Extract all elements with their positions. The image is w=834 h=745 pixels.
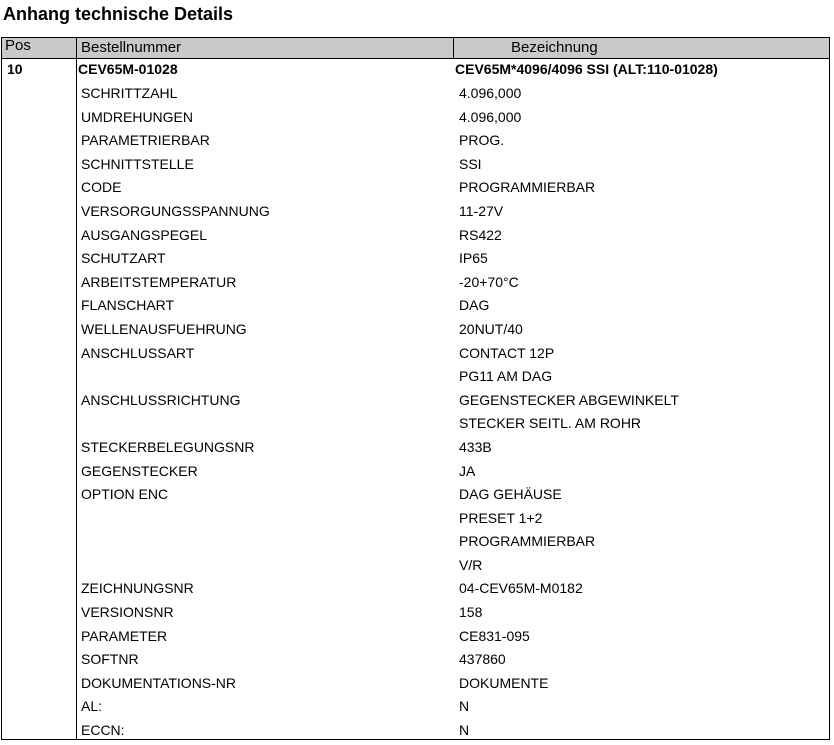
row-value: 433B: [459, 438, 492, 455]
table-row: [2, 389, 829, 413]
item-row: [2, 59, 829, 80]
table-row: [2, 318, 829, 342]
item-bezeichnung: CEV65M*4096/4096 SSI (ALT:110-01028): [455, 61, 718, 77]
table-header: [2, 38, 829, 59]
table-row: [2, 554, 829, 578]
row-label: ZEICHNUNGSNR: [81, 580, 194, 597]
row-label: FLANSCHART: [81, 297, 175, 314]
table-row: [2, 483, 829, 507]
table-row: [2, 648, 829, 672]
row-label: SCHUTZART: [81, 250, 166, 267]
row-label: ANSCHLUSSART: [81, 344, 195, 361]
row-value: CE831-095: [459, 627, 530, 644]
row-label: ANSCHLUSSRICHTUNG: [81, 391, 241, 408]
row-value: 4.096,000: [459, 108, 522, 125]
table-row: [2, 153, 829, 177]
row-value: N: [459, 722, 470, 739]
row-value: GEGENSTECKER ABGEWINKELT: [459, 391, 679, 408]
row-value: DOKUMENTE: [459, 674, 549, 691]
row-label: WELLENAUSFUEHRUNG: [81, 320, 247, 337]
row-label: GEGENSTECKER: [81, 462, 198, 479]
row-value: V/R: [459, 556, 483, 573]
row-label: STECKERBELEGUNGSNR: [81, 438, 255, 455]
table-row: [2, 719, 829, 743]
table-row: [2, 507, 829, 531]
row-label: DOKUMENTATIONS-NR: [81, 674, 237, 691]
row-value: RS422: [459, 226, 502, 243]
row-label: SOFTNR: [81, 651, 139, 668]
row-label: ARBEITSTEMPERATUR: [81, 273, 237, 290]
row-label: SCHRITTZAHL: [81, 85, 178, 101]
row-value: JA: [459, 462, 476, 479]
item-pos: 10: [7, 61, 23, 77]
row-value: PG11 AM DAG: [459, 368, 553, 385]
row-value: 4.096,000: [459, 85, 522, 101]
row-value: N: [459, 698, 470, 715]
row-value: PRESET 1+2: [459, 509, 543, 526]
technical-details-table: [1, 37, 830, 740]
table-row: [2, 672, 829, 696]
row-value: CONTACT 12P: [459, 344, 555, 361]
header-pos: Pos: [5, 37, 31, 54]
table-row: [2, 82, 829, 106]
table-row: [2, 176, 829, 200]
document-title: Anhang technische Details: [3, 4, 234, 24]
row-value: PROGRAMMIERBAR: [459, 533, 596, 550]
table-row: [2, 294, 829, 318]
row-value: SSI: [459, 155, 482, 172]
table-row: [2, 695, 829, 719]
detail-rows: [2, 82, 829, 743]
header-bezeichnung: Bezeichnung: [511, 39, 598, 56]
table-row: [2, 412, 829, 436]
row-value: 11-27V: [459, 202, 504, 219]
row-label: ECCN:: [81, 722, 125, 739]
table-row: [2, 577, 829, 601]
row-label: SCHNITTSTELLE: [81, 155, 194, 172]
table-row: [2, 224, 829, 248]
table-row: [2, 601, 829, 625]
row-label: AUSGANGSPEGEL: [81, 226, 208, 243]
row-label: PARAMETRIERBAR: [81, 132, 210, 149]
row-label: CODE: [81, 179, 122, 196]
row-value: 04-CEV65M-M0182: [459, 580, 583, 597]
row-value: STECKER SEITL. AM ROHR: [459, 415, 642, 432]
table-row: [2, 365, 829, 389]
table-row: [2, 129, 829, 153]
header-bestellnummer: Bestellnummer: [81, 39, 182, 56]
table-row: [2, 625, 829, 649]
row-value: PROGRAMMIERBAR: [459, 179, 596, 196]
row-value: DAG: [459, 297, 490, 314]
row-value: 437860: [459, 651, 506, 668]
row-value: DAG GEHÄUSE: [459, 486, 562, 503]
row-value: IP65: [459, 250, 488, 267]
row-label: VERSORGUNGSSPANNUNG: [81, 202, 270, 219]
table-row: [2, 247, 829, 271]
table-row: [2, 530, 829, 554]
row-label: UMDREHUNGEN: [81, 108, 193, 125]
row-value: -20+70°C: [459, 273, 519, 290]
row-value: 20NUT/40: [459, 320, 523, 337]
row-label: VERSIONSNR: [81, 604, 174, 621]
table-row: [2, 106, 829, 130]
item-bestellnummer: CEV65M-01028: [78, 61, 178, 77]
table-row: [2, 200, 829, 224]
table-row: [2, 271, 829, 295]
row-label: PARAMETER: [81, 627, 168, 644]
row-label: OPTION ENC: [81, 486, 169, 503]
table-row: [2, 436, 829, 460]
column-divider-header: [453, 38, 454, 58]
table-row: [2, 342, 829, 366]
row-value: PROG.: [459, 132, 505, 149]
table-row: [2, 460, 829, 484]
row-label: AL:: [81, 698, 103, 715]
row-value: 158: [459, 604, 483, 621]
